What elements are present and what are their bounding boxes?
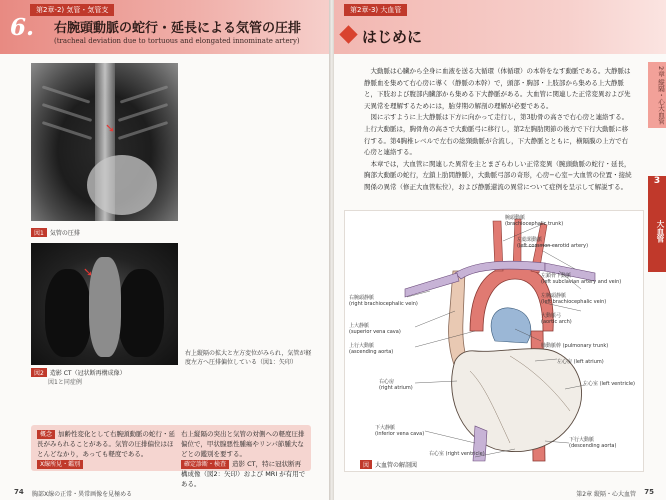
intro-text [364, 66, 634, 194]
right-footer-text: 第2章 縦隔・心大血管 [576, 491, 636, 498]
diagnosis-label: 確定診断・検査 [181, 460, 229, 469]
fig1-caption-text: 気管の圧排 [49, 230, 80, 237]
diamond-icon [339, 25, 357, 43]
left-page [0, 0, 331, 500]
label-left-atrium: 左心房 (left atrium) [557, 359, 604, 365]
right-footer [334, 485, 666, 500]
figure-number: 図 [360, 460, 372, 469]
left-footer [0, 485, 331, 500]
ct-note: 右上縦隔の拡大と左方変位がみられ，気管が軽度左方へ圧排偏位している（図1：矢印） [185, 350, 312, 366]
case-number: 6. [10, 14, 35, 41]
chest-xray-image [31, 63, 178, 221]
fig2-caption-text: 造影 CT（冠状断再構成像） [49, 370, 126, 377]
side-tab-great-vessels: 大血管 [648, 190, 666, 272]
diagnosis-text: 造影 CT，特に冠状断再構成像（図2：矢印）および MRI が有用である。 [181, 460, 306, 488]
xray-findings-label: X線所見・鑑別 [37, 460, 83, 469]
page-title: 右腕頭動脈の蛇行・延長による気管の圧排 [54, 21, 302, 36]
label-left-common-carotid: 左総頸動脈 (left common carotid artery) [517, 237, 589, 249]
side-tab-chapter2 [648, 62, 666, 128]
intro-paragraph-2: 図に示すように上大静脈は下方に向かって走行し，第3肋骨の高さで右心房と連絡する。上行大動脈は，胸骨角の高さで大動脈弓に移行し，第2左胸肋関節の後方で下行大動脈に移行する。第4胸椎レベルで左右の総頸動脈が合流し，下大静脈とともに，横隔膜の上方で右心房と連絡する。 [364, 113, 629, 157]
fig1-number: 図1 [31, 228, 47, 237]
label-descending-aorta: 下行大動脈 (descending aorta) [569, 437, 617, 449]
label-right-atrium: 右心房 (right atrium) [379, 379, 413, 391]
right-header [334, 0, 666, 54]
intro-paragraph-1: 大動脈は心臓から全身に血液を送る大循環（体循環）の本幹をなす動脈である。大静脈は静脈血を集めて右心房に導く（静脈の本幹）で，頭部・胸部・上肢部から集める上大静脈と，下肢および腹部内臓部から集める下大静脈がある。大血管に関連した正常変異および先天異常を理解するためには，胎芽期の解剖の理解が必要である。 [364, 67, 631, 110]
anatomy-figure [344, 210, 644, 472]
label-svc: 上大静脈 (superior vena cava) [349, 323, 401, 335]
side-tab-chapter2-label: 2章 [657, 65, 665, 77]
fig2-subcaption: 図1と同症例 [48, 379, 82, 386]
label-ascending-aorta: 上行大動脈 (ascending aorta) [349, 343, 394, 355]
left-page-number: 74 [14, 488, 24, 496]
figure-caption [360, 460, 417, 469]
summary-box [31, 425, 311, 488]
fig1-caption [31, 228, 80, 237]
side-tab-number: 3 [648, 176, 666, 190]
intro-paragraph-3: 本章では，大血管に関連した異常を主とまざらわしい正常変異（腕頭動脈の蛇行・延長，胸部大動脈の蛇行，左鎖上肋間静脈），大動脈弓部の奇形，心房−心室−大血管の位置・接続関係の異常（修正大血管転位），および静脈還流の異常について症例を呈示して解説する。 [364, 159, 632, 191]
label-aortic-arch: 大動脈弓 (aortic arch) [541, 313, 572, 325]
left-chapter-tag: 第2章-2) 気管・気管支 [30, 4, 114, 16]
label-pulmonary-trunk: 肺動脈幹 (pulmonary trunk) [541, 343, 609, 349]
fig2-caption [31, 368, 126, 377]
fig2-number: 図2 [31, 368, 47, 377]
arrow-icon: ➘ [83, 265, 94, 279]
label-left-brachiocephalic-vein: 左腕頭静脈 (left brachiocephalic vein) [541, 293, 607, 305]
right-chapter-tag: 第2章-3) 大血管 [344, 4, 407, 16]
ct-coronal-image [31, 243, 178, 365]
figure-caption-text: 大血管の解剖図 [375, 462, 418, 469]
label-brachiocephalic-trunk: 腕頭動脈 (brachiocephalic trunk) [505, 215, 564, 227]
concept-text: 加齢性変化として右腕頭動脈の蛇行・延長がみられることがある。気管の圧排偏位はほとんどなかり，あっても軽度である。 [37, 430, 176, 458]
right-page [334, 0, 666, 500]
right-page-number: 75 [644, 488, 654, 496]
label-left-ventricle: 左心室 (left ventricle) [583, 381, 636, 387]
label-ivc: 下大静脈 (inferior vena cava) [375, 425, 425, 437]
side-tab-chapter2-text: 縦隔・心大血管 [657, 78, 665, 125]
concept-label: 概念 [37, 430, 55, 439]
page-subtitle: (tracheal deviation due to tortuous and elongated innominate artery) [54, 37, 300, 45]
left-footer-text: 胸部X線の正常・異常画像を見極める [32, 491, 133, 498]
label-right-brachiocephalic-vein: 右腕頭静脈 (right brachiocephalic vein) [349, 295, 418, 307]
xray-findings-text: 右上縦隔の突出と気管の対側への軽度圧排偏位で，甲状腺悪性腫瘍やリンパ節腫大などとの鑑別を要する。 [181, 430, 305, 458]
section-heading: はじめに [362, 28, 423, 46]
left-header [0, 0, 331, 54]
label-right-ventricle: 右心室 (right ventricle) [429, 451, 485, 457]
label-left-subclavian: 左鎖骨下動脈 (left subclavian artery and vein) [541, 273, 622, 285]
arrow-icon: ➘ [105, 121, 116, 135]
